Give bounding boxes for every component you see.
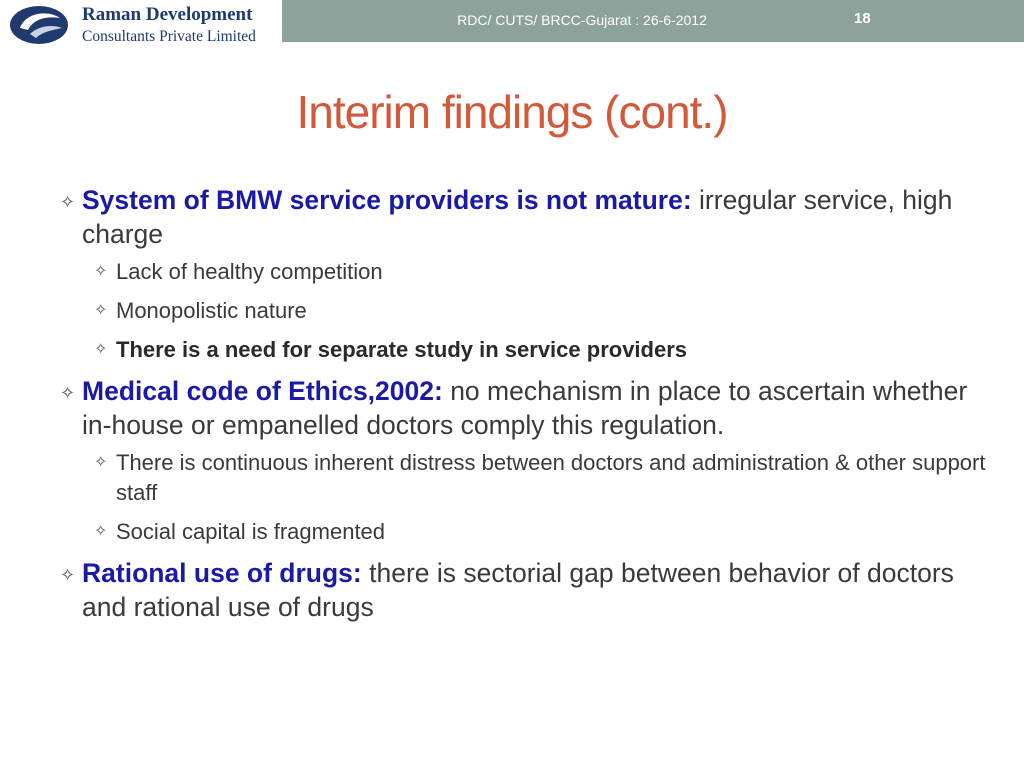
sub-bullet <box>60 517 990 547</box>
sub-bullet <box>60 296 990 326</box>
sub-bullet <box>60 257 990 287</box>
bullet-point-ethics <box>60 374 990 442</box>
slide-body <box>60 183 990 630</box>
sub-bullet-text: There is continuous inherent distress between doctors and administration & other support staff <box>116 450 986 505</box>
bullet-star-icon: ✧ <box>94 263 108 280</box>
bullet-text: irregular service, high charge <box>82 185 953 249</box>
bullet-star-icon: ✧ <box>60 192 76 212</box>
slide-title: Interim findings (cont.) <box>296 86 728 138</box>
header-bar <box>282 0 1024 42</box>
bullet-point-bmw <box>60 183 990 251</box>
bullet-star-icon: ✧ <box>60 383 76 403</box>
bullet-point-drugs <box>60 556 990 624</box>
bullet-lead: Medical code of Ethics,2002: <box>82 376 443 406</box>
bullet-star-icon: ✧ <box>60 565 76 585</box>
sub-bullet-text: Social capital is fragmented <box>116 519 386 544</box>
header-caption: RDC/ CUTS/ BRCC-Gujarat : 26-6-2012 <box>457 12 707 28</box>
company-logo <box>0 0 280 52</box>
sub-bullet-text: Lack of healthy competition <box>116 259 383 284</box>
logo-mark-icon <box>8 4 70 46</box>
sub-bullet-text: Monopolistic nature <box>116 298 307 323</box>
bullet-text: there is sectorial gap between behavior of doctors and rational use of drugs <box>82 558 954 622</box>
bullet-text: no mechanism in place to ascertain whether in-house or empanelled doctors comply this regulation. <box>82 376 968 440</box>
slide-number: 18 <box>854 10 871 27</box>
sub-bullet <box>60 448 990 508</box>
bullet-star-icon: ✧ <box>94 302 108 319</box>
logo-text-line2: Consultants Private Limited <box>82 28 256 45</box>
bullet-star-icon: ✧ <box>94 523 108 540</box>
bullet-star-icon: ✧ <box>94 454 108 471</box>
logo-text-line1: Raman Development <box>82 4 253 25</box>
sub-bullet-text: There is a need for separate study in service providers <box>116 337 688 362</box>
bullet-star-icon: ✧ <box>94 341 108 358</box>
bullet-lead: System of BMW service providers is not mature: <box>82 185 692 215</box>
bullet-lead: Rational use of drugs: <box>82 558 362 588</box>
sub-bullet <box>60 335 990 365</box>
